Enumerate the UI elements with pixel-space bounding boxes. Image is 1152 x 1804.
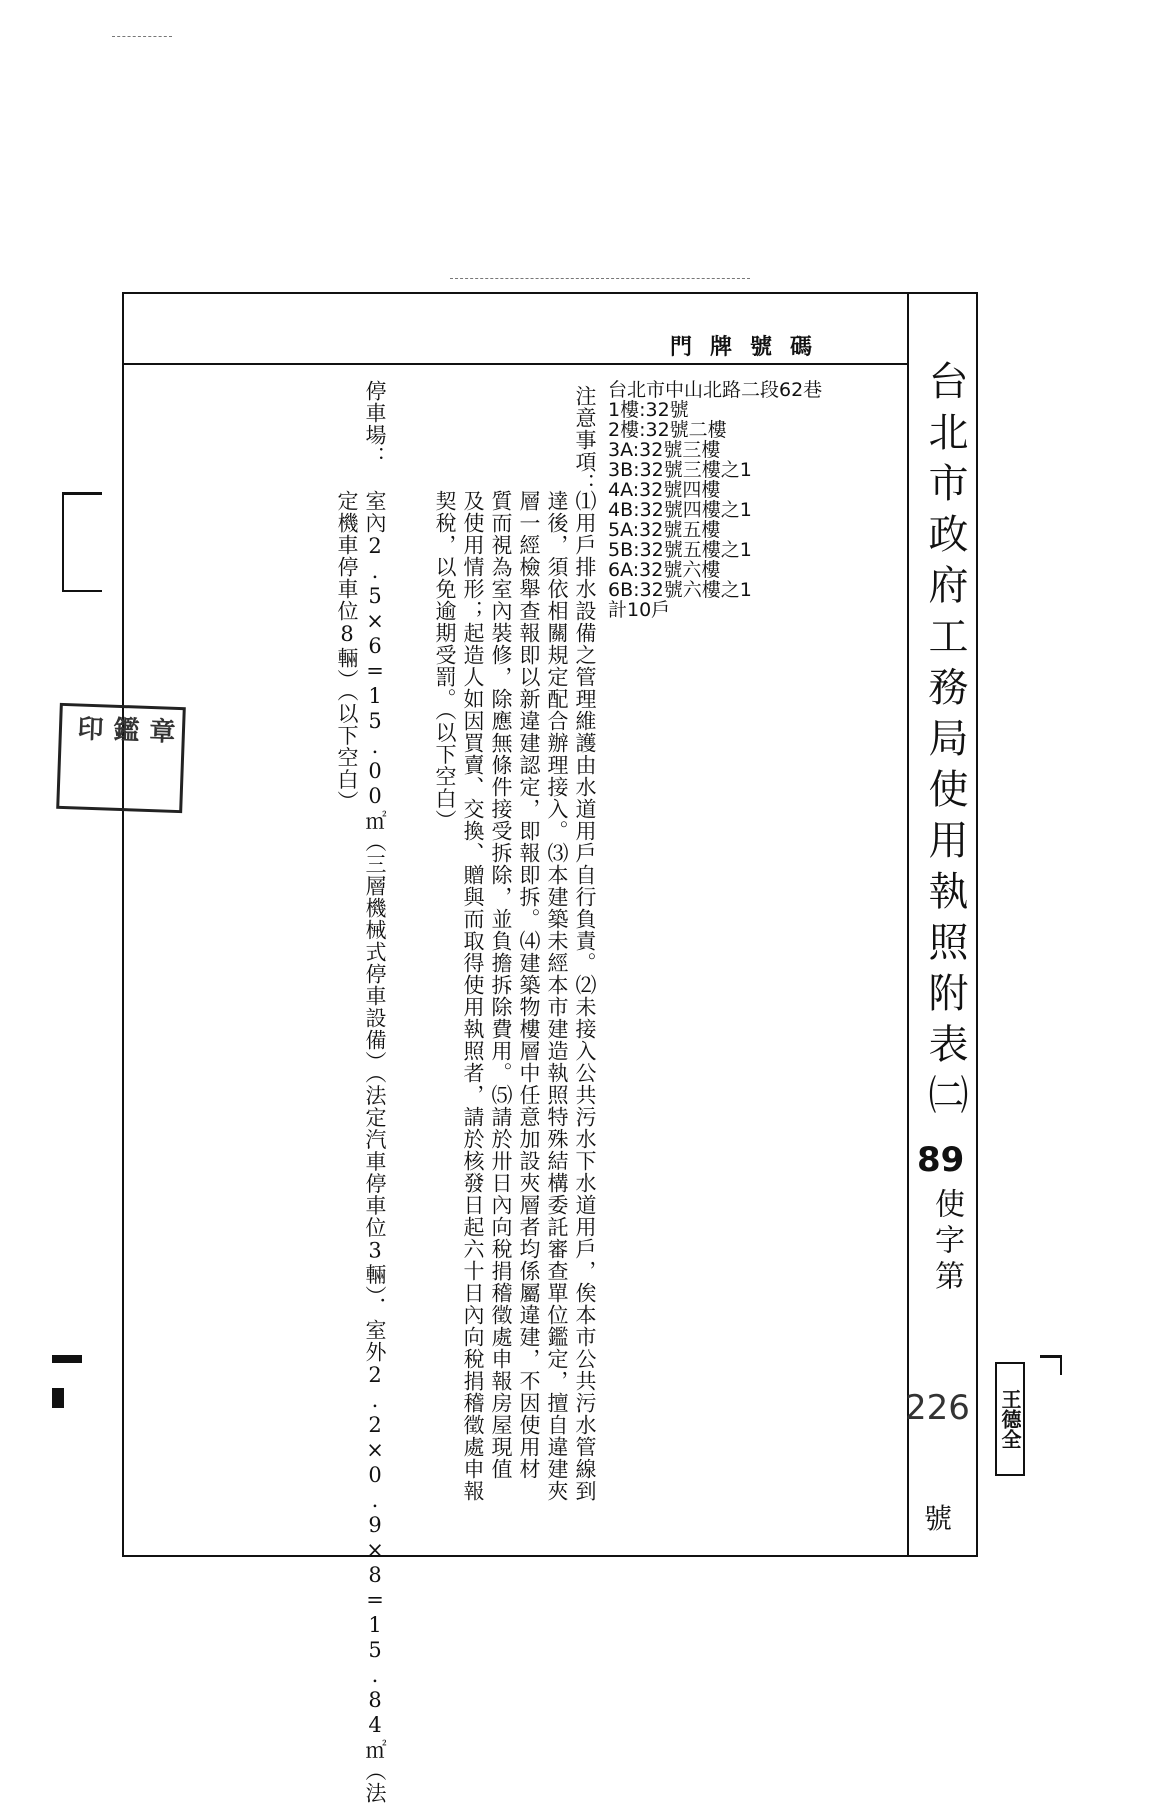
- corner-mark-icon: [62, 492, 102, 495]
- notes-line: ⑴用戶排水設備之管理維護由水道用戶自行負責。⑵未接入公共污水下水道用戶，俟本市公共污水管線到: [573, 490, 597, 1502]
- notes-line: 達後，須依相關規定配合辦理接入。⑶本建築未經本市建造執照特殊結構委託審查單位鑑定，擅自違建夾: [545, 490, 569, 1502]
- edge-mark-icon: [1040, 1355, 1062, 1358]
- notes-line: 及使用情形；起造人如因買賣、交換、贈與而取得使用執照者，請於核發日起六十日內向稅捐稽徵處申報: [461, 490, 485, 1502]
- edge-mark-icon: [1060, 1355, 1062, 1375]
- sidebar-divider: [907, 292, 909, 1557]
- permit-suffix: 號: [924, 1502, 953, 1535]
- address-unit: 6A:32號六樓: [608, 559, 721, 581]
- signature-stamp: 王德全: [995, 1362, 1025, 1476]
- door-number-header: 門牌號碼: [670, 334, 831, 360]
- permit-category: 使字第: [929, 1188, 964, 1296]
- corner-mark-icon: [62, 492, 64, 592]
- address-unit: 5A:32號五樓: [608, 519, 721, 541]
- scan-artifact: [112, 36, 172, 37]
- address-unit: 4B:32號四樓之1: [608, 499, 752, 521]
- address-unit: 2樓:32號二樓: [608, 419, 727, 441]
- parking-line: 室內2.5×6=15.00㎡（三層機械式停車設備）（法定汽車停車位3輛）．室外2.2×0.9×8=15.84㎡（法: [363, 490, 387, 1804]
- permit-title: 台北市政府工務局使用執照附表㈡: [922, 360, 968, 1125]
- address-total: 計10戶: [608, 599, 671, 621]
- parking-line: 定機車停車位8輛）（以下空白）: [335, 490, 359, 813]
- header-divider: [122, 363, 909, 365]
- corner-mark-icon: [62, 590, 102, 592]
- notes-line: 契稅，以免逾期受罰。（以下空白）: [433, 490, 457, 832]
- address-unit: 6B:32號六樓之1: [608, 579, 752, 601]
- edge-mark-icon: [52, 1388, 64, 1408]
- address-block: [608, 380, 822, 620]
- notes-line: 層一經檢舉查報即以新違建認定，即報即拆。⑷建築物樓層中任意加設夾層者均係屬違建，不因使用材: [517, 490, 541, 1480]
- address-street: 台北市中山北路二段62巷: [608, 379, 823, 401]
- address-unit: 3A:32號三樓: [608, 439, 721, 461]
- address-unit: 5B:32號五樓之1: [608, 539, 752, 561]
- notes-line: 質而視為室內裝修，除應無條件接受拆除，並負擔拆除費用。⑸請於卅日內向稅捐稽徵處申報房屋現值: [489, 490, 513, 1480]
- permit-year: 89: [917, 1140, 965, 1180]
- address-unit: 4A:32號四樓: [608, 479, 721, 501]
- address-unit: 1樓:32號: [608, 399, 689, 421]
- official-seal-icon: 印 鑑 章: [56, 703, 186, 813]
- address-unit: 3B:32號三樓之1: [608, 459, 752, 481]
- notes-label: 注意事項：: [573, 385, 597, 495]
- scan-artifact: [450, 278, 750, 279]
- edge-mark-icon: [52, 1355, 82, 1363]
- permit-serial: 226: [905, 1388, 970, 1428]
- parking-label: 停車場：: [363, 380, 387, 468]
